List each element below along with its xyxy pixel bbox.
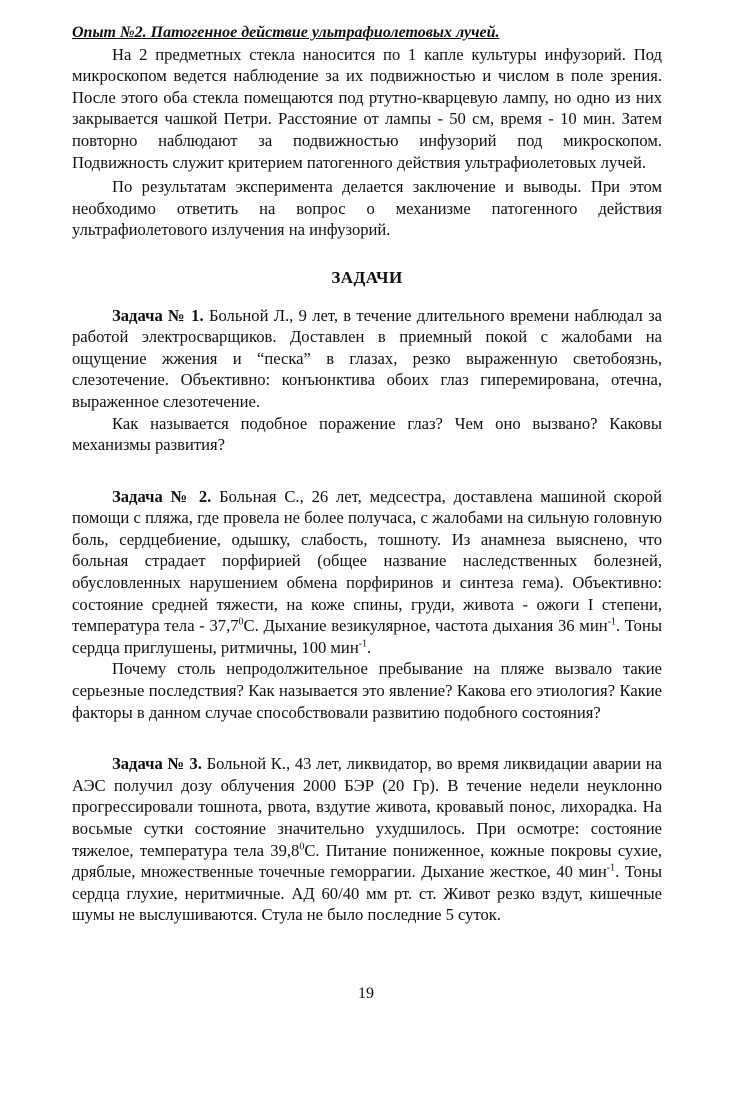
task-3-label: Задача № 3. <box>112 754 202 774</box>
spacer <box>72 723 662 753</box>
per-minute-sup: -1 <box>606 862 616 874</box>
section-title: ЗАДАЧИ <box>331 267 403 287</box>
spacer <box>72 456 662 486</box>
task-2-text-b: . Тоны сердца приглушены, ритмичны, 100 мин <box>72 616 662 657</box>
experiment-heading: Опыт №2. Патогенное действие ультрафиолетовых лучей. <box>72 24 500 41</box>
experiment-paragraph-2: По результатам эксперимента делается заключение и выводы. При этом необходимо ответить на вопрос о механизме патогенного действия ультрафиолетового излучения на инфузорий. <box>72 177 662 240</box>
task-3-text-a: Больной К., 43 лет, ликвидатор, во время ликвидации аварии на АЭС получил дозу облучения 2000 БЭР (20 Гр). В течение недели неуклонно прогрессировали тошнота, рвота, вздутие живота, кровавый понос, лихорадка. На восьмые сутки состояние значительно ухудшилось. При осмотре: состояние тяжелое, температура тела 39,8 <box>72 754 662 860</box>
per-minute-sup: -1 <box>607 616 616 628</box>
task-3 <box>72 753 662 926</box>
task-2-label: Задача № 2. <box>112 486 212 506</box>
task-2-text-a: Больная С., 26 лет, медсестра, доставлена машиной скорой помощи с пляжа, где провела не более получаса, с жалобами на сильную головную боль, сердцебиение, одышку, слабость, тошноту. Из анамнеза выяснено, что больная страдает порфирией (общее название наследственных болезней, обусловленных нарушением обмена порфиринов и синтеза гема). Объективно: состояние средней тяжести, на коже спины, груди, живота - ожоги I степени, температура тела - 37,7 <box>72 486 662 636</box>
task-1-label: Задача № 1. <box>112 305 204 325</box>
task-1-question: Как называется подобное поражение глаз? Чем оно вызвано? Каковы механизмы развития? <box>72 413 662 455</box>
page-number: 19 <box>358 985 374 1002</box>
per-minute-sup: -1 <box>358 638 368 650</box>
task-1 <box>72 305 662 413</box>
task-1-text: Больной Л., 9 лет, в течение длительного времени наблюдал за работой электросварщиков. Доставлен в приемный покой с жалобами на ощущение жжения и “песка” в глазах, резко выраженную светобоязнь, слезотечение. Объективно: конъюнктива обоих глаз гиперемирована, отечна, выраженное слезотечение. <box>72 305 663 411</box>
task-2-temp-unit: С. Дыхание везикулярное, частота дыхания 36 мин <box>243 616 608 636</box>
task-2: Задача № 2. Больная С., 26 лет, медсестра, доставлена машиной скорой помощи с пляжа, где провела не более получаса, с жалобами на сильную головную боль, сердцебиение, одышку, слабость, тошноту. Из анамнеза выяснено, что больная страдает порфирией (общее название наследственных болезней, обусловленных нарушением обмена порфиринов и синтеза гема). Объективно: состояние средней тяжести, на коже спины, груди, живота - ожоги I степени, температура тела - 37,7$^0$С. Дыхание везикулярное, частота дыхания 36 мин$^{-1}$. Тоны сердца приглушены, ритмичны, 100 мин$^{-1}$. <box>72 486 662 657</box>
degree-sup: 0 <box>299 841 305 853</box>
task-3-temp-unit: С. Питание пониженное, кожные покровы сухие, дряблые, множественные точечные геморрагии. Дыхание жесткое, 40 мин <box>72 840 662 882</box>
document-page <box>72 22 662 926</box>
task-2-question: Почему столь непродолжительное пребывание на пляже вызвало такие серьезные последствия? Как называется это явление? Какова его этиология? Какие факторы в данном случае способствовали развитию подобного состояния? <box>72 659 662 722</box>
degree-sup: 0 <box>238 616 244 628</box>
experiment-paragraph-1: На 2 предметных стекла наносится по 1 капле культуры инфузорий. Под микроскопом ведется наблюдение за их подвижностью и числом в поле зрения. После этого оба стекла помещаются под ртутно-кварцевую лампу, но одно из них закрывается чашкой Петри. Расстояние от лампы - 50 см, время - 10 мин. Затем повторно наблюдают за подвижностью инфузорий под микроскопом. Подвижность служит критерием патогенного действия ультрафиолетовых лучей. <box>72 44 662 172</box>
task-3-text-b: . Тоны сердца глухие, неритмичные. АД 60/40 мм рт. ст. Живот резко вздут, кишечные шумы не выслушиваются. Стула не было последние 5 суток. <box>72 862 662 925</box>
